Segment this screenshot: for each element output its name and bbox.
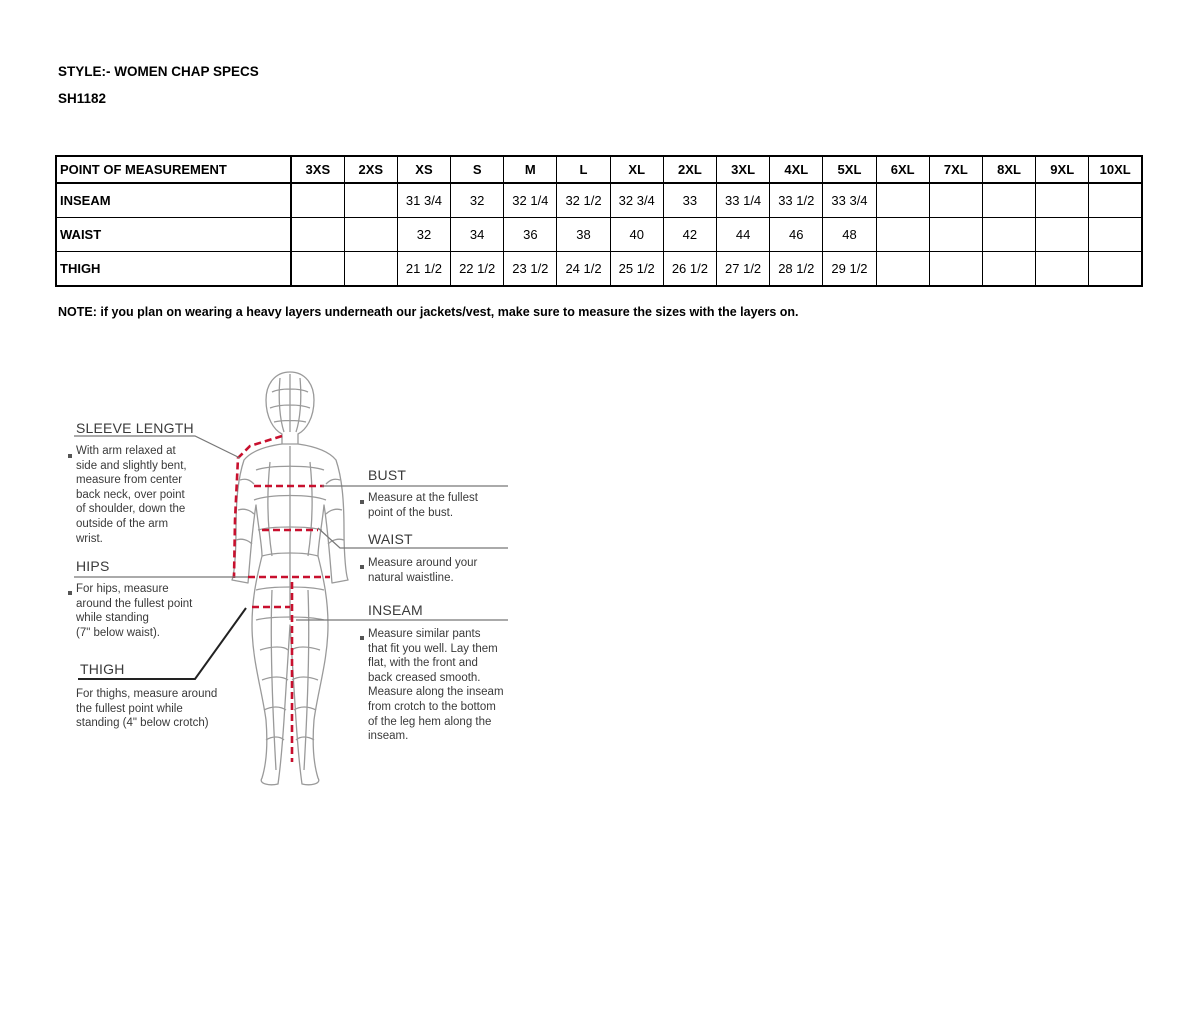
hips-label: HIPS bbox=[76, 558, 110, 574]
thigh-label: THIGH bbox=[80, 661, 125, 677]
waist-text: Measure around your natural waistline. bbox=[368, 557, 478, 584]
size-cell: 48 bbox=[823, 218, 876, 252]
size-cell: 33 1/4 bbox=[717, 183, 770, 218]
column-header-size: XL bbox=[610, 156, 663, 183]
sleeve-bullet-icon bbox=[68, 454, 72, 458]
bust-text: Measure at the fullest point of the bust. bbox=[368, 492, 478, 519]
column-header-measurement: POINT OF MEASUREMENT bbox=[56, 156, 291, 183]
size-cell: 24 1/2 bbox=[557, 252, 610, 287]
inseam-label: INSEAM bbox=[368, 602, 423, 618]
sleeve-length-line bbox=[234, 436, 282, 578]
column-header-size: 3XS bbox=[291, 156, 344, 183]
size-cell: 28 1/2 bbox=[770, 252, 823, 287]
size-cell: 23 1/2 bbox=[504, 252, 557, 287]
size-cell: 29 1/2 bbox=[823, 252, 876, 287]
style-title: STYLE:- WOMEN CHAP SPECS bbox=[58, 64, 259, 79]
size-cell: 32 1/2 bbox=[557, 183, 610, 218]
row-label: WAIST bbox=[56, 218, 291, 252]
column-header-size: 2XS bbox=[344, 156, 397, 183]
size-cell: 33 bbox=[663, 183, 716, 218]
size-cell: 36 bbox=[504, 218, 557, 252]
size-cell: 21 1/2 bbox=[397, 252, 450, 287]
column-header-size: XS bbox=[397, 156, 450, 183]
waist-label: WAIST bbox=[368, 531, 413, 547]
sleeve-length-text: With arm relaxed at side and slightly bent, measure from center back neck, over point of shoulder, down the outside of the arm wrist. bbox=[76, 445, 187, 545]
size-cell: 31 3/4 bbox=[397, 183, 450, 218]
sleeve-length-label: SLEEVE LENGTH bbox=[76, 420, 194, 436]
row-label: INSEAM bbox=[56, 183, 291, 218]
size-cell: 25 1/2 bbox=[610, 252, 663, 287]
column-header-size: 7XL bbox=[929, 156, 982, 183]
column-header-size: S bbox=[451, 156, 504, 183]
column-header-size: 10XL bbox=[1089, 156, 1142, 183]
column-header-size: 4XL bbox=[770, 156, 823, 183]
style-code: SH1182 bbox=[58, 91, 107, 106]
size-cell: 32 bbox=[397, 218, 450, 252]
column-header-size: 6XL bbox=[876, 156, 929, 183]
size-cell: 32 bbox=[451, 183, 504, 218]
size-cell: 44 bbox=[717, 218, 770, 252]
size-cell: 32 3/4 bbox=[610, 183, 663, 218]
column-header-size: 5XL bbox=[823, 156, 876, 183]
size-cell: 42 bbox=[663, 218, 716, 252]
size-cell: 22 1/2 bbox=[451, 252, 504, 287]
row-label: THIGH bbox=[56, 252, 291, 287]
size-cell: 38 bbox=[557, 218, 610, 252]
column-header-size: 8XL bbox=[982, 156, 1035, 183]
waist-bullet-icon bbox=[360, 565, 364, 569]
size-cell: 34 bbox=[451, 218, 504, 252]
hips-bullet-icon bbox=[68, 591, 72, 595]
inseam-bullet-icon bbox=[360, 636, 364, 640]
thigh-text: For thighs, measure around the fullest point while standing (4" below crotch) bbox=[76, 688, 218, 730]
size-cell: 33 3/4 bbox=[823, 183, 876, 218]
bust-label: BUST bbox=[368, 467, 407, 483]
layering-note: NOTE: if you plan on wearing a heavy layers underneath our jackets/vest, make sure to measure the sizes with the layers on. bbox=[58, 305, 799, 319]
waist-leader bbox=[318, 528, 508, 548]
hips-text: For hips, measure around the fullest point while standing (7" below waist). bbox=[76, 583, 193, 639]
size-cell: 40 bbox=[610, 218, 663, 252]
column-header-size: 3XL bbox=[717, 156, 770, 183]
bust-bullet-icon bbox=[360, 500, 364, 504]
body-outline bbox=[232, 372, 348, 785]
column-header-size: M bbox=[504, 156, 557, 183]
inseam-text: Measure similar pants that fit you well. Lay them flat, with the front and back creased smooth. Measure along the inseam from crotch to the bottom of the leg hem along the inseam. bbox=[368, 628, 504, 743]
size-cell: 26 1/2 bbox=[663, 252, 716, 287]
column-header-size: 9XL bbox=[1036, 156, 1089, 183]
size-cell: 27 1/2 bbox=[717, 252, 770, 287]
column-header-size: 2XL bbox=[663, 156, 716, 183]
column-header-size: L bbox=[557, 156, 610, 183]
size-cell: 32 1/4 bbox=[504, 183, 557, 218]
size-cell: 46 bbox=[770, 218, 823, 252]
size-cell: 33 1/2 bbox=[770, 183, 823, 218]
